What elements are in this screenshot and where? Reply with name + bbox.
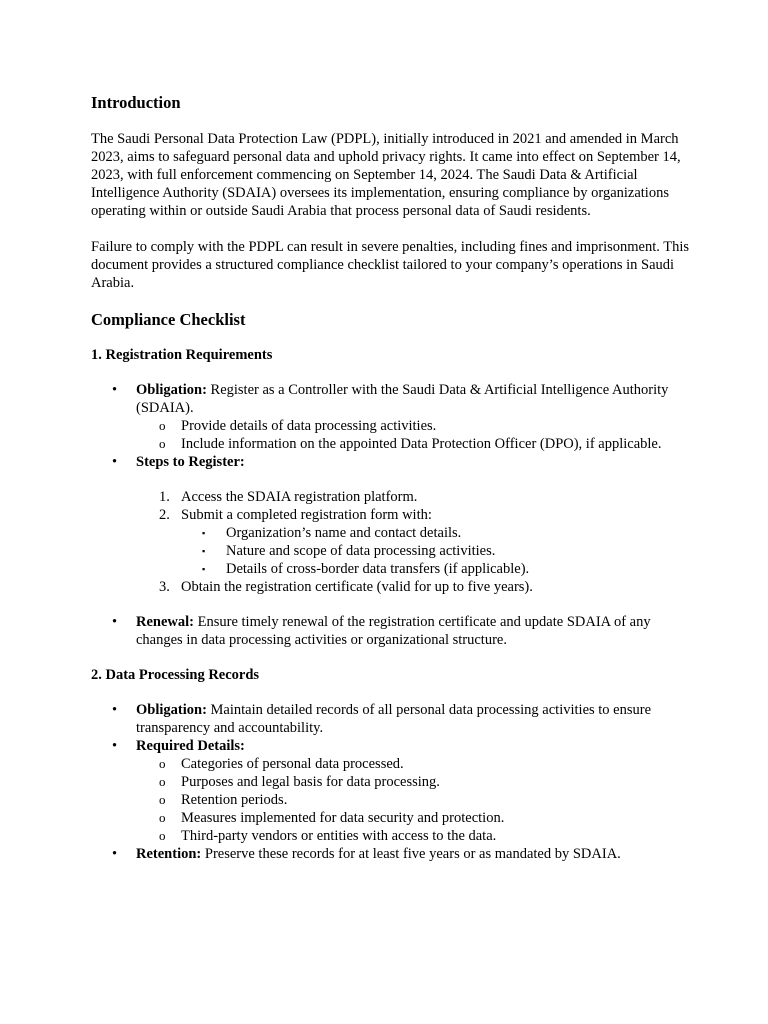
step-sub-text: Organization’s name and contact details. — [226, 525, 462, 541]
step-item — [91, 506, 691, 524]
step-number: 1. — [159, 489, 170, 505]
circle-marker: o — [159, 418, 166, 433]
square-marker: ▪ — [202, 528, 206, 538]
step-text: Submit a completed registration form with: — [181, 507, 432, 523]
list-item — [91, 453, 691, 471]
step-number: 3. — [159, 579, 170, 595]
circle-marker: o — [159, 436, 166, 451]
section-2-title: 2. Data Processing Records — [91, 667, 260, 683]
sub-list-item — [91, 791, 691, 809]
list-item — [91, 613, 691, 649]
bullet-marker: • — [112, 702, 118, 718]
item-label: Obligation: — [136, 702, 207, 718]
step-sub-item — [91, 524, 691, 542]
item-label: Obligation: — [136, 382, 207, 398]
bullet-marker: • — [112, 846, 118, 862]
steps-list — [91, 488, 691, 596]
circle-marker: o — [159, 828, 166, 843]
list-item — [91, 701, 691, 737]
list-item — [91, 845, 691, 863]
sub-list-item — [91, 827, 691, 845]
circle-marker: o — [159, 810, 166, 825]
intro-paragraph-2: Failure to comply with the PDPL can result in severe penalties, including fines and imprisonment. This document provides a structured compliance checklist tailored to your company’s operations in Saudi Arabia. — [91, 239, 690, 291]
step-sub-item — [91, 542, 691, 560]
bullet-marker: • — [112, 738, 118, 754]
item-text: Register as a Controller with the Saudi Data & Artificial Intelligence Authority (SDAIA). — [136, 382, 669, 416]
sub-item-text: Retention periods. — [181, 792, 288, 808]
circle-marker: o — [159, 792, 166, 807]
section-1-title: 1. Registration Requirements — [91, 347, 273, 363]
step-sub-text: Details of cross-border data transfers (if applicable). — [226, 561, 530, 577]
list-item — [91, 737, 691, 755]
item-text: Preserve these records for at least five years or as mandated by SDAIA. — [201, 846, 621, 862]
sub-item-text: Categories of personal data processed. — [181, 756, 404, 772]
sub-item-text: Provide details of data processing activities. — [181, 418, 437, 434]
sub-list-item — [91, 773, 691, 791]
sub-item-text: Include information on the appointed Data Protection Officer (DPO), if applicable. — [181, 436, 662, 452]
sub-item-text: Third-party vendors or entities with access to the data. — [181, 828, 497, 844]
bullet-marker: • — [112, 454, 118, 470]
step-number: 2. — [159, 507, 170, 523]
item-label: Retention: — [136, 846, 202, 862]
sub-list-item — [91, 417, 691, 435]
renewal-list — [91, 613, 691, 649]
sub-list-item — [91, 809, 691, 827]
list-item — [91, 381, 691, 417]
step-item — [91, 578, 691, 596]
checklist-heading: Compliance Checklist — [91, 310, 246, 329]
sub-item-text: Purposes and legal basis for data processing. — [181, 774, 440, 790]
section-2-list — [91, 701, 691, 863]
item-label: Renewal: — [136, 614, 194, 630]
step-item — [91, 488, 691, 506]
item-label: Required Details: — [136, 738, 245, 754]
bullet-marker: • — [112, 382, 118, 398]
step-text: Access the SDAIA registration platform. — [181, 489, 418, 505]
step-text: Obtain the registration certificate (valid for up to five years). — [181, 579, 533, 595]
circle-marker: o — [159, 756, 166, 771]
intro-paragraph-1: The Saudi Personal Data Protection Law (PDPL), initially introduced in 2021 and amended in March 2023, aims to safeguard personal data and uphold privacy rights. It came into effect on September 14, 2023, with full enforcement commencing on September 14, 2024. The Saudi Data & Artificial Intelligence Authority (SDAIA) oversees its implementation, ensuring compliance by organizations operating within or outside Saudi Arabia that process personal data of Saudi residents. — [91, 131, 681, 219]
sub-list-item — [91, 755, 691, 773]
section-1-list — [91, 381, 691, 471]
intro-heading: Introduction — [91, 93, 181, 112]
step-sub-text: Nature and scope of data processing activities. — [226, 543, 496, 559]
item-label: Steps to Register: — [136, 454, 245, 470]
circle-marker: o — [159, 774, 166, 789]
item-text: Ensure timely renewal of the registration certificate and update SDAIA of any changes in data processing activities or organizational structure. — [136, 614, 651, 648]
square-marker: ▪ — [202, 564, 206, 574]
item-text: Maintain detailed records of all personal data processing activities to ensure transparency and accountability. — [136, 702, 652, 736]
sub-list-item — [91, 435, 691, 453]
step-sub-item — [91, 560, 691, 578]
square-marker: ▪ — [202, 546, 206, 556]
sub-item-text: Measures implemented for data security and protection. — [181, 810, 505, 826]
bullet-marker: • — [112, 614, 118, 630]
document-body — [91, 92, 691, 863]
